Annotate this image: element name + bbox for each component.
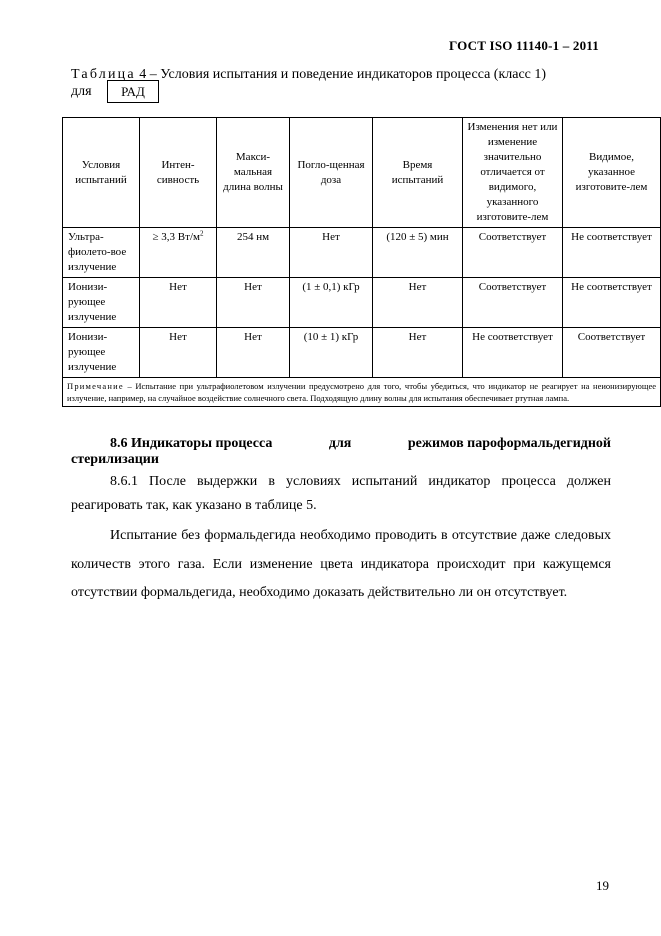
section-heading bbox=[71, 436, 611, 468]
intensity-exponent: 2 bbox=[199, 229, 204, 238]
cell-condition: Ультра-фиолето-вое излучение bbox=[63, 228, 140, 278]
col-header-visible: Видимое, указанное изготовите-лем bbox=[563, 118, 661, 228]
paragraph-formaldehyde-test: Испытание без формальдегида необходимо проводить в отсутствие даже следовых количеств этого газа. Если изменение цвета индикатора происходит при кажущемся отсутствии формальдегида, необходимо доказать действительно ли он отсутствует. bbox=[71, 528, 611, 600]
intensity-value: ≥ 3,3 Вт/м bbox=[152, 231, 200, 243]
cell-wavelength: Нет bbox=[217, 328, 290, 378]
page-number: 19 bbox=[596, 878, 609, 893]
table-row bbox=[63, 228, 661, 278]
col-header-intensity: Интен-сивность bbox=[140, 118, 217, 228]
table-note-row bbox=[63, 378, 661, 407]
col-header-dose: Погло-щенная доза bbox=[290, 118, 373, 228]
cell-wavelength: Нет bbox=[217, 278, 290, 328]
col-header-time: Время испытаний bbox=[373, 118, 463, 228]
section-heading-part4: стерилизации bbox=[71, 452, 159, 467]
test-conditions-table bbox=[62, 117, 661, 407]
cell-no-change: Не соответствует bbox=[463, 328, 563, 378]
section-heading-part3: режимов пароформальдегидной bbox=[407, 436, 611, 451]
cell-time: (120 ± 5) мин bbox=[373, 228, 463, 278]
cell-dose: Нет bbox=[290, 228, 373, 278]
section-heading-part2: для bbox=[328, 436, 352, 451]
col-header-no-change: Изменения нет или изменение значительно отличается от видимого, указанного изготовите-лем bbox=[463, 118, 563, 228]
cell-intensity bbox=[140, 228, 217, 278]
cell-no-change: Соответствует bbox=[463, 278, 563, 328]
table-header-row bbox=[63, 118, 661, 228]
document-header: ГОСТ ISO 11140-1 – 2011 bbox=[449, 38, 599, 53]
cell-wavelength: 254 нм bbox=[217, 228, 290, 278]
table-row bbox=[63, 328, 661, 378]
cell-visible: Не соответствует bbox=[563, 228, 661, 278]
cell-intensity: Нет bbox=[140, 278, 217, 328]
table-row bbox=[63, 278, 661, 328]
cell-dose: (10 ± 1) кГр bbox=[290, 328, 373, 378]
cell-dose: (1 ± 0,1) кГр bbox=[290, 278, 373, 328]
cell-visible: Соответствует bbox=[563, 328, 661, 378]
table-caption-for: для bbox=[71, 84, 92, 99]
section-heading-part1: 8.6 Индикаторы процесса bbox=[110, 436, 273, 451]
table-caption-label: Таблица bbox=[71, 67, 136, 82]
col-header-wavelength: Макси-мальная длина волны bbox=[217, 118, 290, 228]
cell-condition: Ионизи-рующее излучение bbox=[63, 278, 140, 328]
cell-intensity: Нет bbox=[140, 328, 217, 378]
paragraph-8-6-1: 8.6.1 После выдержки в условиях испытаний индикатор процесса должен реагировать так, как указано в таблице 5. bbox=[71, 474, 611, 513]
col-header-conditions: Условия испытаний bbox=[63, 118, 140, 228]
boxed-class-label: РАД bbox=[107, 80, 159, 103]
table-note-text: – Испытание при ультрафиолетовом излучении предусмотрено для того, чтобы убедиться, что индикатор не реагирует на неионизирующее излучение, например, на случайное воздействие солнечного света. Подходящую длину волны для испытания обеспечивает ртутная лампа. bbox=[67, 381, 656, 403]
cell-time: Нет bbox=[373, 328, 463, 378]
cell-visible: Не соответствует bbox=[563, 278, 661, 328]
cell-condition: Ионизи-рующее излучение bbox=[63, 328, 140, 378]
table-note-label: Примечание bbox=[67, 381, 124, 391]
table-note bbox=[63, 378, 661, 407]
cell-time: Нет bbox=[373, 278, 463, 328]
table-caption-text: 4 – Условия испытания и поведение индикаторов процесса (класс 1) bbox=[139, 67, 547, 82]
cell-no-change: Соответствует bbox=[463, 228, 563, 278]
